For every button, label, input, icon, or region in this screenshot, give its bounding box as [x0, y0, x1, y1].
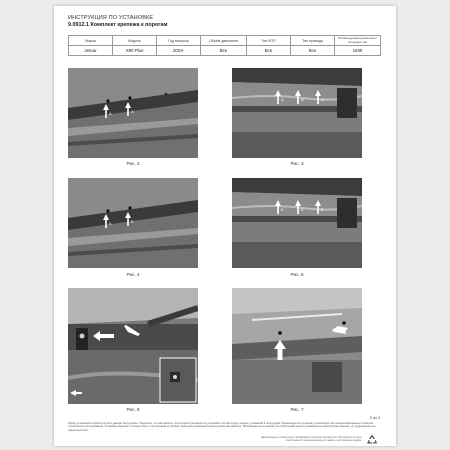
- page-number: 2 из 3: [369, 416, 380, 420]
- spec-header-cell: Тип КПП: [247, 36, 291, 46]
- mark-label: A: [301, 97, 304, 102]
- spec-header-cell: Объём двигателя: [201, 36, 247, 46]
- figure-4-caption: Рис. 4: [126, 272, 140, 277]
- spec-value-cell: Все: [247, 46, 291, 56]
- mark-label: Б: [321, 207, 324, 212]
- figure-3-photo: [232, 68, 362, 158]
- figure-2-photo: [68, 68, 198, 158]
- spec-value-cell: Все: [201, 46, 247, 56]
- document-subtitle: 9.0912.1 Комплект крепежа к порогам: [68, 22, 168, 28]
- spec-value-cell: X90 Plus: [113, 46, 157, 56]
- mark-label: Б: [109, 221, 112, 226]
- mark-label: Б: [281, 207, 284, 212]
- installation-note: Перед установкой изделия изучите данную инструкцию. Убедитесь, что автомобиль, на который производится установка, соответствует модели, указанной в инструкции. Рекомендуется установку производить на специализированных станциях технического обслуживания. Установка изделия в соответствии с инструкцией не требует внесения изменений в конструкцию автомобиля. Производитель оставляет за собой право вносить изменения в конструкцию изделия, не ухудшающие его характеристики.: [68, 422, 376, 432]
- spec-header-cell: Год выпуска: [157, 36, 201, 46]
- figure-7-image: [232, 288, 362, 404]
- mark-label: A: [109, 111, 112, 116]
- recycle-icon: [366, 434, 378, 444]
- figure-6-caption: Рис. 6: [126, 407, 140, 412]
- figure-3-caption: Рис. 3: [290, 161, 304, 166]
- spec-header-cell: Марка: [69, 36, 113, 46]
- figure-4-photo: [68, 178, 198, 268]
- figure-5-photo: [232, 178, 362, 268]
- mark-label: Б: [131, 219, 134, 224]
- figure-6-photo: [68, 288, 198, 404]
- figure-2-caption: Рис. 2: [126, 161, 140, 166]
- spec-value-cell: Jetour: [69, 46, 113, 56]
- figure-5-image: [232, 178, 362, 268]
- spec-value-cell: 1930: [335, 46, 381, 56]
- mark-label: A: [321, 97, 324, 102]
- mark-label: A: [131, 109, 134, 114]
- spec-table-value-row: [69, 46, 381, 56]
- figure-2-image: [68, 68, 198, 158]
- spec-table: [68, 35, 381, 56]
- spec-value-cell: Все: [291, 46, 335, 56]
- figure-4-image: [68, 178, 198, 268]
- spec-value-cell: 2023-: [157, 46, 201, 56]
- mark-label: Б: [301, 207, 304, 212]
- figure-7-photo: [232, 288, 362, 404]
- spec-header-cell: Модель: [113, 36, 157, 46]
- document-title: ИНСТРУКЦИЯ ПО УСТАНОВКЕ: [68, 15, 154, 21]
- spec-table-header-row: [69, 36, 381, 46]
- figure-3-image: [232, 68, 362, 158]
- footer-text: Данное изделие соответствует требованиям технических регламентов. Изготовитель не несёт ответственности за ненадлежащую установку и эксплуатацию изделия.: [261, 437, 362, 442]
- figure-5-caption: Рис. 5: [290, 272, 304, 277]
- spec-header-cell: Тип привода: [291, 36, 335, 46]
- spec-header-cell: Рекомендуемая длина порог площадки, мм: [335, 36, 381, 46]
- mark-label: A: [281, 97, 284, 102]
- instruction-page: [54, 6, 396, 446]
- figure-6-image: [68, 288, 198, 404]
- figure-7-caption: Рис. 7: [290, 407, 304, 412]
